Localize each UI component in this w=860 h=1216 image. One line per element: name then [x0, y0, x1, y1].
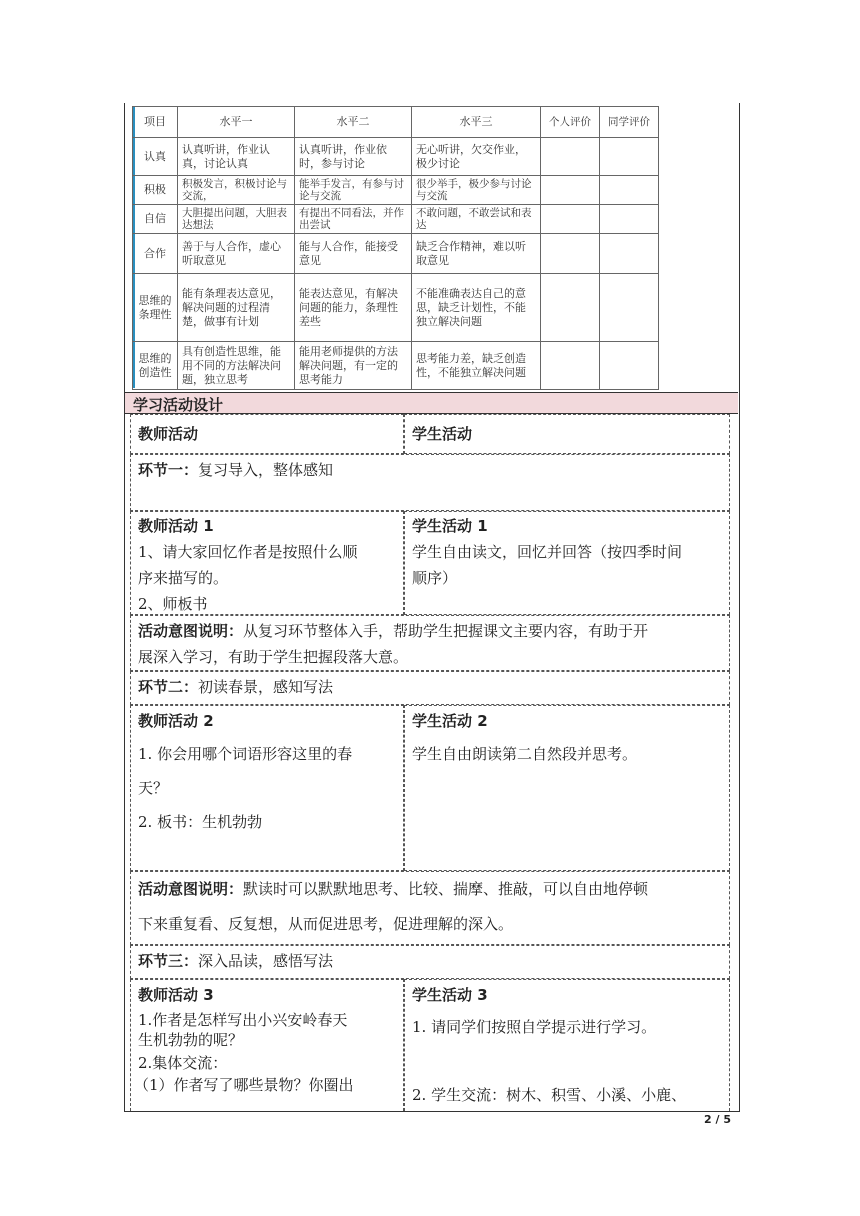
intent1-text1: 从复习环节整体入手，帮助学生把握课文主要内容，有助于开: [243, 622, 649, 640]
student-activity2-line: 学生自由朗读第二自然段并思考。: [412, 745, 638, 763]
teacher-activity1-line: 1、请大家回忆作者是按照什么顺: [138, 543, 358, 561]
stage3-title: 深入品读，感悟写法: [198, 952, 334, 970]
student-activity3-line1: 1. 请同学们按照自学提示进行学习。: [412, 1018, 657, 1036]
stage2-label: 环节二：: [138, 678, 199, 696]
rubric-level2: 有提出不同看法，并作出尝试: [295, 205, 412, 234]
teacher-column-header: 教师活动: [138, 425, 199, 443]
rubric-peer-eval: [600, 234, 659, 274]
teacher-activity1-line: 2、师板书: [138, 595, 208, 613]
stage2-text: [138, 675, 333, 699]
rubric-self-eval: [541, 138, 600, 176]
student-activity3-line2: 2. 学生交流：树木、积雪、小溪、小鹿、: [412, 1086, 687, 1104]
rubric-item: 积极: [133, 176, 178, 205]
rubric-level3: 无心听讲，欠交作业，极少讨论: [412, 138, 541, 176]
stage1-label: 环节一：: [138, 461, 199, 479]
intent2-line2: 下来重复看、反复想，从而促进思考，促进理解的深入。: [138, 915, 514, 933]
page-number: 2 / 5: [704, 1113, 731, 1126]
rubric-level3: 不敢问题，不敢尝试和表达: [412, 205, 541, 234]
rubric-level3: 思考能力差，缺乏创造性，不能独立解决问题: [412, 342, 541, 390]
rubric-level1: 善于与人合作，虚心听取意见: [178, 234, 295, 274]
rubric-peer-eval: [600, 274, 659, 342]
rubric-level1: 能有条理表达意见，解决问题的过程清楚，做事有计划: [178, 274, 295, 342]
rubric-item: 合作: [133, 234, 178, 274]
rubric-item: 思维的条理性: [133, 274, 178, 342]
stage1-title: 复习导入，整体感知: [198, 461, 334, 479]
rubric-level1: 具有创造性思维，能用不同的方法解决问题，独立思考: [178, 342, 295, 390]
student-activity1-title: 学生活动 1: [412, 517, 488, 535]
rubric-header: 水平一: [178, 107, 295, 138]
stage2-title: 初读春景，感知写法: [198, 678, 334, 696]
rubric-row: [133, 234, 659, 274]
intent2-text1: 默读时可以默默地思考、比较、揣摩、推敲，可以自由地停顿: [243, 880, 649, 898]
rubric-level2: 认真听讲，作业依时，参与讨论: [295, 138, 412, 176]
rubric-level1: 认真听讲，作业认真，讨论认真: [178, 138, 295, 176]
teacher-activity3-line: 生机勃勃的呢？: [138, 1031, 244, 1049]
rubric-self-eval: [541, 176, 600, 205]
intent1-line1: [138, 619, 648, 643]
rubric-level2: 能表达意见，有解决问题的能力，条理性差些: [295, 274, 412, 342]
teacher-activity1-line: 序来描写的。: [138, 569, 229, 587]
rubric-level2: 能与人合作，能接受意见: [295, 234, 412, 274]
student-activity2-title: 学生活动 2: [412, 712, 488, 730]
rubric-self-eval: [541, 205, 600, 234]
teacher-activity3-title: 教师活动 3: [138, 986, 214, 1004]
rubric-row: [133, 274, 659, 342]
rubric-level1: 积极发言，积极讨论与交流，: [178, 176, 295, 205]
teacher-activity3-line: （1）作者写了哪些景物？你圈出: [134, 1076, 354, 1094]
intent2-label: 活动意图说明：: [138, 880, 244, 898]
rubric-self-eval: [541, 342, 600, 390]
teacher-activity2-line: 1. 你会用哪个词语形容这里的春: [138, 745, 353, 763]
rubric-item: 思维的创造性: [133, 342, 178, 390]
rubric-header: 项目: [133, 107, 178, 138]
rubric-level3: 缺乏合作精神，难以听取意见: [412, 234, 541, 274]
stage3-text: [138, 949, 333, 973]
stage3-label: 环节三：: [138, 952, 199, 970]
teacher-activity1-title: 教师活动 1: [138, 517, 214, 535]
student-activity1-line: 学生自由读文，回忆并回答（按四季时间: [412, 543, 683, 561]
teacher-activity2-line: 天？: [138, 779, 169, 797]
rubric-row: [133, 176, 659, 205]
intent2-line1: [138, 877, 648, 901]
rubric-peer-eval: [600, 138, 659, 176]
student-activity3-title: 学生活动 3: [412, 986, 488, 1004]
student-column-header: 学生活动: [412, 425, 473, 443]
rubric-header: 水平三: [412, 107, 541, 138]
student-activity1-line: 顺序）: [412, 569, 458, 587]
rubric-peer-eval: [600, 176, 659, 205]
rubric-header: 水平二: [295, 107, 412, 138]
rubric-level3: 不能准确表达自己的意思，缺乏计划性，不能独立解决问题: [412, 274, 541, 342]
rubric-level2: 能用老师提供的方法解决问题，有一定的思考能力: [295, 342, 412, 390]
rubric-header: 个人评价: [541, 107, 600, 138]
rubric-table: [132, 106, 659, 390]
rubric-row: [133, 342, 659, 390]
stage1-text: [138, 458, 333, 482]
rubric-self-eval: [541, 274, 600, 342]
rubric-item: 认真: [133, 138, 178, 176]
rubric-header-row: [133, 107, 659, 138]
rubric-self-eval: [541, 234, 600, 274]
intent1-line2: 展深入学习，有助于学生把握段落大意。: [138, 648, 409, 666]
rubric-level1: 大胆提出问题，大胆表达想法: [178, 205, 295, 234]
rubric-row: [133, 138, 659, 176]
teacher-activity2-line: 2. 板书：生机勃勃: [138, 813, 263, 831]
teacher-activity3-line: 1.作者是怎样写出小兴安岭春天: [138, 1011, 348, 1029]
rubric-level2: 能举手发言，有参与讨论与交流: [295, 176, 412, 205]
rubric-item: 自信: [133, 205, 178, 234]
rubric-peer-eval: [600, 342, 659, 390]
teacher-activity3-line: 2.集体交流：: [138, 1054, 228, 1072]
rubric-header: 同学评价: [600, 107, 659, 138]
teacher-activity2-title: 教师活动 2: [138, 712, 214, 730]
rubric-peer-eval: [600, 205, 659, 234]
rubric-row: [133, 205, 659, 234]
rubric-level3: 很少举手，极少参与讨论与交流: [412, 176, 541, 205]
section-header-bar: [125, 392, 738, 414]
section-title: 学习活动设计: [133, 396, 224, 414]
intent1-label: 活动意图说明：: [138, 622, 244, 640]
